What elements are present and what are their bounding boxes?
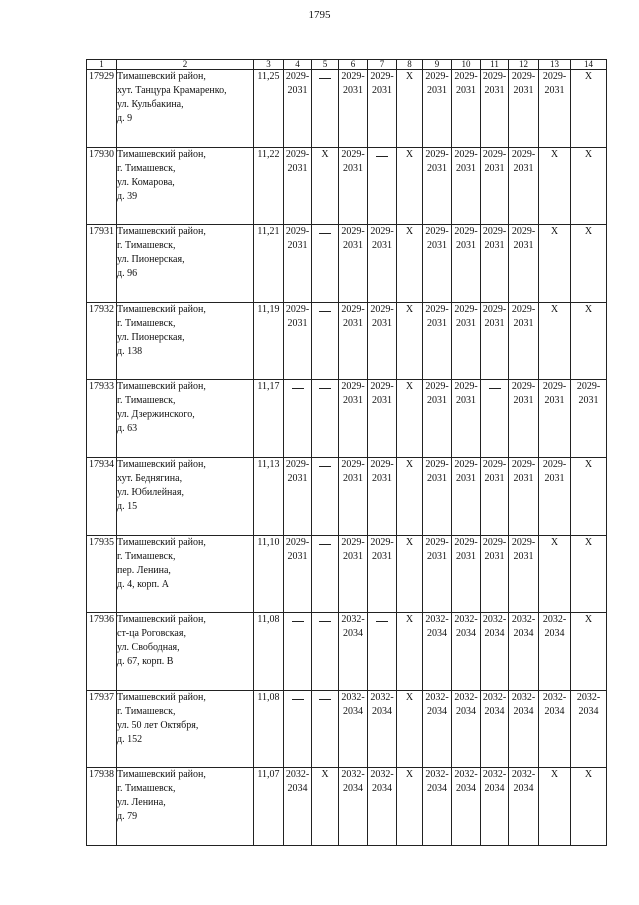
schedule-cell: 2029- 2031 [339, 457, 368, 535]
area-value: 11,13 [254, 457, 284, 535]
address-line: д. 9 [117, 113, 133, 124]
column-header: 4 [284, 60, 312, 70]
dash-mark [292, 388, 304, 389]
schedule-cell: 2029- 2031 [509, 380, 539, 458]
address-line: д. 15 [117, 500, 138, 512]
dash-mark [319, 699, 331, 700]
row-number: 17931 [87, 225, 117, 303]
schedule-cell: 2029- 2031 [423, 225, 452, 303]
schedule-cell: Х [539, 302, 571, 380]
schedule-cell [284, 613, 312, 691]
schedule-cell: Х [539, 768, 571, 846]
dash-mark [376, 156, 388, 157]
address-line: ул. 50 лет Октября, [117, 719, 199, 731]
row-number: 17930 [87, 147, 117, 225]
address-cell [117, 613, 254, 691]
schedule-cell: Х [397, 70, 423, 148]
schedule-cell: 2029- 2031 [284, 302, 312, 380]
schedule-cell: 2029- 2031 [423, 535, 452, 613]
address-line: д. 138 [117, 345, 143, 357]
address-line: Тимашевский район, [117, 381, 206, 393]
address-line: д. 96 [117, 268, 138, 280]
address-line: Тимашевский район, [117, 71, 206, 82]
column-header: 7 [368, 60, 397, 70]
schedule-cell [284, 690, 312, 768]
schedule-cell: Х [312, 768, 339, 846]
schedule-cell: 2029- 2031 [509, 70, 539, 148]
schedule-cell: 2032- 2034 [452, 613, 481, 691]
dash-mark [319, 621, 331, 622]
schedule-cell [312, 690, 339, 768]
address-line: ул. Юбилейная, [117, 486, 184, 498]
schedule-cell: 2029- 2031 [539, 457, 571, 535]
dash-mark [319, 466, 331, 467]
schedule-cell: 2032- 2034 [539, 690, 571, 768]
schedule-cell: Х [571, 147, 607, 225]
area-value: 11,22 [254, 147, 284, 225]
column-header: 10 [452, 60, 481, 70]
schedule-cell: 2029- 2031 [452, 147, 481, 225]
address-line: д. 152 [117, 733, 143, 745]
address-line: д. 67, корп. В [117, 656, 174, 668]
schedule-cell: 2032- 2034 [452, 768, 481, 846]
schedule-cell: 2032- 2034 [571, 690, 607, 768]
address-line: Тимашевский район, [117, 303, 206, 315]
schedule-cell: 2029- 2031 [452, 380, 481, 458]
area-value: 11,07 [254, 768, 284, 846]
schedule-cell: 2029- 2031 [284, 147, 312, 225]
schedule-cell: Х [571, 535, 607, 613]
address-line: ст-ца Роговская, [117, 628, 186, 640]
schedule-cell [312, 457, 339, 535]
address-line: Тимашевский район, [117, 614, 206, 626]
schedule-cell: 2029- 2031 [284, 70, 312, 148]
schedule-cell: 2029- 2031 [509, 225, 539, 303]
schedule-cell: 2032- 2034 [284, 768, 312, 846]
address-line: ул. Пионерская, [117, 331, 185, 343]
schedule-cell: Х [397, 147, 423, 225]
column-header: 6 [339, 60, 368, 70]
address-cell [117, 535, 254, 613]
table-row [87, 690, 607, 768]
address-line: пер. Ленина, [117, 564, 171, 576]
dash-mark [376, 621, 388, 622]
dash-mark [319, 233, 331, 234]
schedule-cell: 2029- 2031 [284, 457, 312, 535]
schedule-cell: 2029- 2031 [368, 380, 397, 458]
table-row [87, 302, 607, 380]
address-line: ул. Комарова, [117, 176, 175, 188]
schedule-cell [368, 147, 397, 225]
schedule-cell: 2032- 2034 [423, 690, 452, 768]
schedule-cell: 2032- 2034 [339, 768, 368, 846]
schedule-cell: 2032- 2034 [481, 613, 509, 691]
address-cell [117, 380, 254, 458]
column-header: 3 [254, 60, 284, 70]
area-value: 11,25 [254, 70, 284, 148]
address-line: Тимашевский район, [117, 536, 206, 548]
schedule-cell: 2029- 2031 [339, 70, 368, 148]
schedule-cell: Х [312, 147, 339, 225]
address-cell [117, 690, 254, 768]
row-number: 17938 [87, 768, 117, 846]
table-row [87, 535, 607, 613]
schedule-cell: 2029- 2031 [481, 457, 509, 535]
address-line: г. Тимашевск, [117, 550, 176, 562]
schedule-cell: Х [539, 535, 571, 613]
address-line: хут. Танцура Крамаренко, [117, 85, 227, 96]
schedule-cell: Х [397, 225, 423, 303]
schedule-cell: 2029- 2031 [423, 70, 452, 148]
table-row [87, 147, 607, 225]
schedule-cell: 2032- 2034 [509, 613, 539, 691]
schedule-cell: 2029- 2031 [339, 147, 368, 225]
schedule-cell: Х [397, 768, 423, 846]
schedule-cell: 2029- 2031 [423, 380, 452, 458]
schedule-cell: 2032- 2034 [452, 690, 481, 768]
column-header: 2 [117, 60, 254, 70]
dash-mark [319, 78, 331, 79]
row-number: 17937 [87, 690, 117, 768]
schedule-cell [312, 613, 339, 691]
schedule-cell [368, 613, 397, 691]
schedule-cell: 2032- 2034 [423, 768, 452, 846]
schedule-cell: 2029- 2031 [339, 380, 368, 458]
address-line: ул. Пионерская, [117, 254, 185, 266]
address-line: г. Тимашевск, [117, 317, 176, 329]
schedule-cell: Х [397, 302, 423, 380]
column-header: 8 [397, 60, 423, 70]
schedule-cell [312, 380, 339, 458]
schedule-cell [312, 225, 339, 303]
schedule-cell: Х [571, 613, 607, 691]
schedule-cell: 2029- 2031 [368, 302, 397, 380]
address-line: д. 79 [117, 811, 138, 823]
schedule-cell: 2029- 2031 [481, 225, 509, 303]
table-header-row [87, 60, 607, 70]
schedule-cell: 2029- 2031 [481, 302, 509, 380]
row-number: 17929 [87, 70, 117, 148]
schedule-cell [481, 380, 509, 458]
schedule-cell: Х [397, 613, 423, 691]
address-line: Тимашевский район, [117, 769, 206, 781]
schedule-cell: 2029- 2031 [423, 457, 452, 535]
schedule-cell [312, 535, 339, 613]
schedule-cell: 2032- 2034 [368, 768, 397, 846]
schedule-cell: 2032- 2034 [509, 768, 539, 846]
schedule-cell: 2029- 2031 [368, 225, 397, 303]
area-value: 11,08 [254, 613, 284, 691]
column-header: 12 [509, 60, 539, 70]
address-line: Тимашевский район, [117, 691, 206, 703]
schedule-cell: 2029- 2031 [452, 457, 481, 535]
schedule-cell: 2029- 2031 [339, 535, 368, 613]
column-header: 14 [571, 60, 607, 70]
schedule-cell: 2029- 2031 [423, 147, 452, 225]
address-line: Тимашевский район, [117, 458, 206, 470]
schedule-cell: 2029- 2031 [368, 535, 397, 613]
schedule-cell: 2029- 2031 [339, 302, 368, 380]
address-line: ул. Свободная, [117, 642, 180, 654]
dash-mark [489, 388, 501, 389]
schedule-cell: 2029- 2031 [368, 70, 397, 148]
schedule-cell: Х [397, 535, 423, 613]
table-row [87, 380, 607, 458]
dash-mark [319, 388, 331, 389]
address-line: г. Тимашевск, [117, 395, 176, 407]
schedule-cell [312, 302, 339, 380]
address-line: ул. Дзержинского, [117, 409, 195, 421]
schedule-cell: 2029- 2031 [339, 225, 368, 303]
address-line: д. 39 [117, 190, 138, 202]
column-header: 1 [87, 60, 117, 70]
address-cell [117, 70, 254, 148]
area-value: 11,21 [254, 225, 284, 303]
dash-mark [292, 699, 304, 700]
schedule-cell: 2029- 2031 [481, 147, 509, 225]
schedule-cell: 2032- 2034 [539, 613, 571, 691]
schedule-cell: 2032- 2034 [339, 613, 368, 691]
table-row [87, 613, 607, 691]
address-line: Тимашевский район, [117, 226, 206, 238]
address-line: д. 63 [117, 423, 138, 435]
schedule-cell: 2029- 2031 [539, 380, 571, 458]
row-number: 17935 [87, 535, 117, 613]
address-line: ул. Кульбакина, [117, 99, 184, 110]
address-cell [117, 225, 254, 303]
row-number: 17933 [87, 380, 117, 458]
schedule-cell: Х [539, 147, 571, 225]
area-value: 11,17 [254, 380, 284, 458]
schedule-table [86, 59, 607, 846]
table-row [87, 70, 607, 148]
schedule-cell: Х [397, 690, 423, 768]
schedule-cell: 2032- 2034 [423, 613, 452, 691]
schedule-cell: Х [397, 457, 423, 535]
table-body [87, 70, 607, 846]
schedule-cell: Х [571, 225, 607, 303]
schedule-cell: 2029- 2031 [284, 535, 312, 613]
column-header: 13 [539, 60, 571, 70]
column-header: 11 [481, 60, 509, 70]
row-number: 17934 [87, 457, 117, 535]
address-cell [117, 302, 254, 380]
schedule-cell: Х [571, 70, 607, 148]
row-number: 17932 [87, 302, 117, 380]
schedule-cell: 2029- 2031 [509, 457, 539, 535]
address-line: г. Тимашевск, [117, 240, 176, 252]
address-line: ул. Ленина, [117, 797, 166, 809]
address-line: г. Тимашевск, [117, 162, 176, 174]
address-line: д. 4, корп. А [117, 578, 170, 590]
schedule-cell: 2029- 2031 [423, 302, 452, 380]
schedule-cell: 2029- 2031 [452, 535, 481, 613]
column-header: 5 [312, 60, 339, 70]
schedule-cell: 2029- 2031 [481, 70, 509, 148]
schedule-cell: Х [571, 768, 607, 846]
schedule-cell: 2029- 2031 [509, 535, 539, 613]
address-line: хут. Беднягина, [117, 472, 183, 484]
address-cell [117, 457, 254, 535]
schedule-cell: 2029- 2031 [368, 457, 397, 535]
schedule-cell: 2029- 2031 [539, 70, 571, 148]
area-value: 11,08 [254, 690, 284, 768]
table-row [87, 457, 607, 535]
area-value: 11,19 [254, 302, 284, 380]
column-header: 9 [423, 60, 452, 70]
schedule-cell: Х [571, 457, 607, 535]
row-number: 17936 [87, 613, 117, 691]
schedule-cell: 2029- 2031 [509, 302, 539, 380]
schedule-cell: Х [571, 302, 607, 380]
schedule-cell [284, 380, 312, 458]
table-row [87, 225, 607, 303]
schedule-cell: 2029- 2031 [452, 302, 481, 380]
address-cell [117, 147, 254, 225]
schedule-cell: 2029- 2031 [284, 225, 312, 303]
schedule-cell [312, 70, 339, 148]
dash-mark [319, 311, 331, 312]
schedule-cell: Х [539, 225, 571, 303]
schedule-cell: 2029- 2031 [509, 147, 539, 225]
schedule-cell: 2032- 2034 [481, 768, 509, 846]
schedule-cell: 2029- 2031 [481, 535, 509, 613]
schedule-cell: 2029- 2031 [571, 380, 607, 458]
schedule-cell: Х [397, 380, 423, 458]
schedule-cell: 2029- 2031 [452, 225, 481, 303]
table-row [87, 768, 607, 846]
page-number: 1795 [308, 9, 331, 21]
schedule-cell: 2029- 2031 [452, 70, 481, 148]
schedule-cell: 2032- 2034 [481, 690, 509, 768]
schedule-cell: 2032- 2034 [368, 690, 397, 768]
dash-mark [292, 621, 304, 622]
area-value: 11,10 [254, 535, 284, 613]
schedule-cell: 2032- 2034 [339, 690, 368, 768]
schedule-cell: 2032- 2034 [509, 690, 539, 768]
dash-mark [319, 544, 331, 545]
address-line: г. Тимашевск, [117, 705, 176, 717]
address-cell [117, 768, 254, 846]
address-line: Тимашевский район, [117, 148, 206, 160]
address-line: г. Тимашевск, [117, 783, 176, 795]
